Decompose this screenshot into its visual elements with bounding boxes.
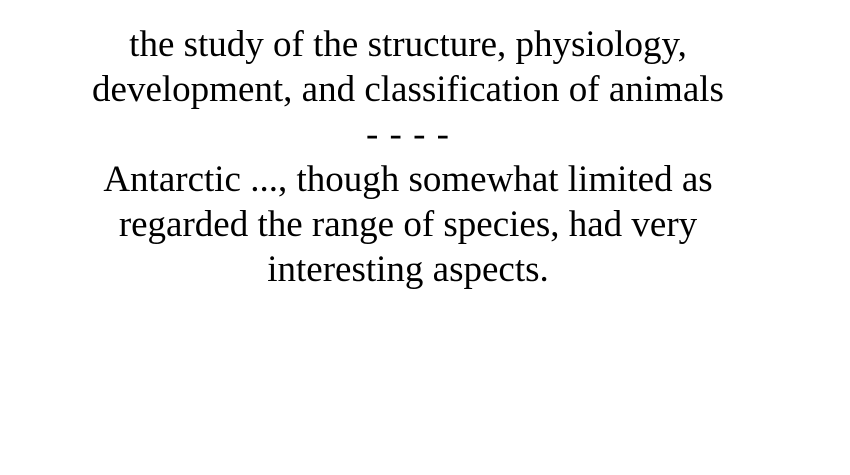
example-line: regarded the range of species, had very [118, 204, 698, 245]
separator: - - - - [365, 114, 451, 155]
example-line: Antarctic ..., though somewhat limited as [103, 159, 713, 200]
definition-line: development, and classification of animals [92, 69, 724, 110]
example-line: interesting aspects. [267, 249, 549, 290]
definition-text [0, 22, 816, 112]
definition-line: the study of the structure, physiology, [129, 24, 687, 65]
example-sentence [0, 157, 816, 292]
